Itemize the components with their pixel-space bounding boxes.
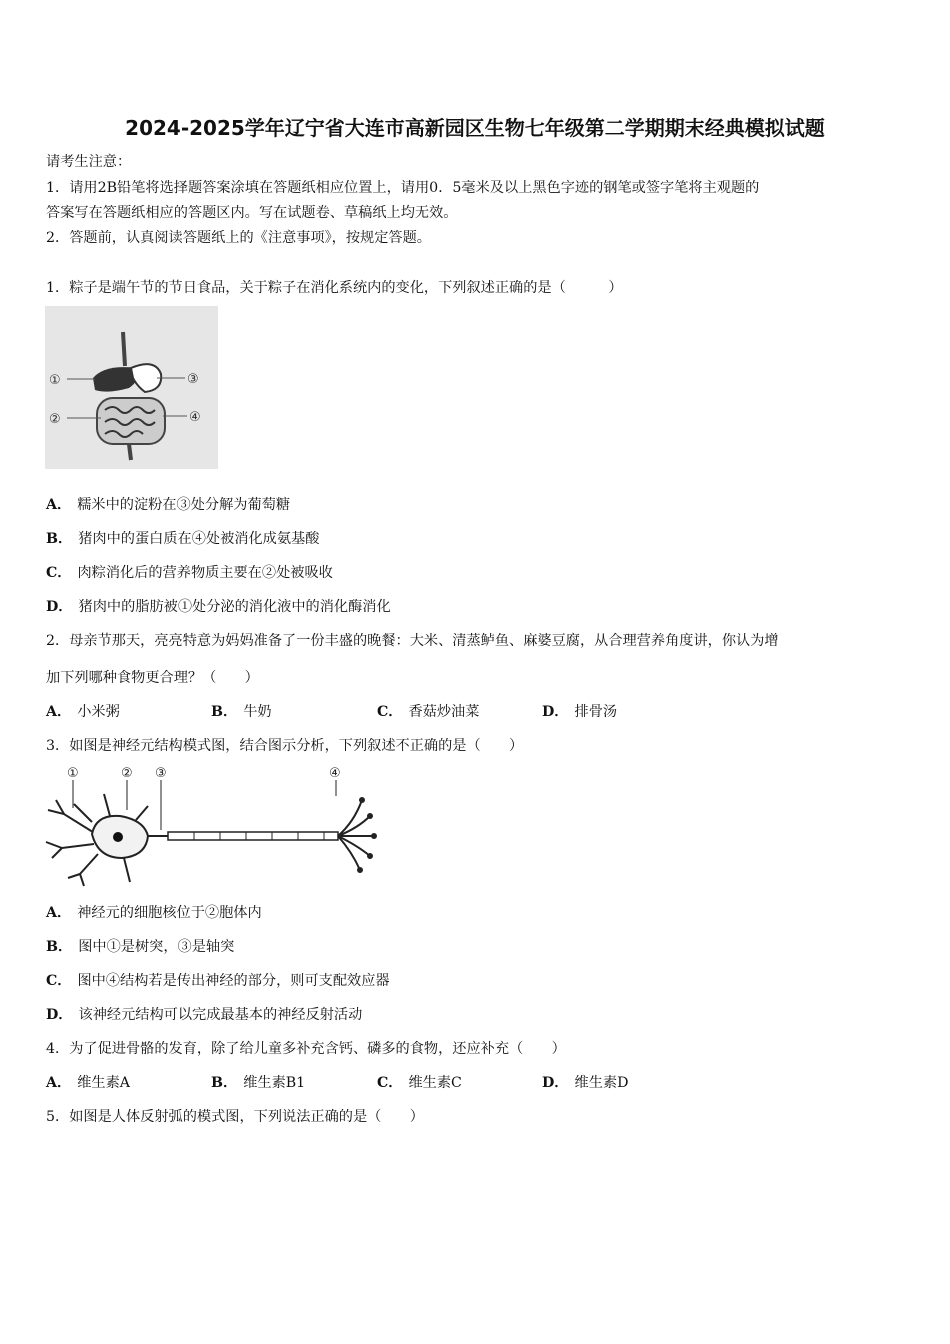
neuron-label-1: ① (67, 766, 79, 781)
esophagus (123, 332, 125, 366)
question-2-option-d[interactable]: D． 排骨汤 (542, 704, 618, 720)
question-2-stem-line-2: 加下列哪种食物更合理？（ ） (46, 670, 259, 686)
question-1-option-c[interactable]: C． 肉粽消化后的营养物质主要在②处被吸收 (46, 565, 333, 581)
notice-item-1-line-2: 答案写在答题纸相应的答题区内。写在试题卷、草稿纸上均无效。 (46, 205, 458, 221)
notice-heading: 请考生注意： (46, 154, 132, 170)
notice-item-1-line-1: 1．请用2B铅笔将选择题答案涂填在答题纸相应位置上，请用0．5毫米及以上黑色字迹的钢笔或签字笔将主观题的 (46, 180, 760, 196)
question-5-stem: 5．如图是人体反射弧的模式图，下列说法正确的是（ ） (46, 1109, 424, 1125)
digestive-label-4: ④ (189, 410, 201, 425)
digestive-system-figure (45, 306, 218, 469)
question-4-option-d[interactable]: D． 维生素D (542, 1075, 629, 1091)
question-1-option-d[interactable]: D． 猪肉中的脂肪被①处分泌的消化液中的消化酶消化 (46, 599, 391, 615)
question-1-stem: 1．粽子是端午节的节日食品，关于粽子在消化系统内的变化，下列叙述正确的是（ ） (46, 280, 623, 296)
question-1-option-a[interactable]: A． 糯米中的淀粉在③处分解为葡萄糖 (46, 497, 291, 513)
neuron-label-3: ③ (155, 766, 167, 781)
question-2-option-a[interactable]: A． 小米粥 (46, 704, 120, 720)
question-3-stem: 3．如图是神经元结构模式图，结合图示分析，下列叙述不正确的是（ ） (46, 738, 524, 754)
question-3-option-c[interactable]: C． 图中④结构若是传出神经的部分，则可支配效应器 (46, 973, 390, 989)
question-1-option-b[interactable]: B． 猪肉中的蛋白质在④处被消化成氨基酸 (46, 531, 320, 547)
axon-terminals (338, 800, 374, 870)
question-2-option-c[interactable]: C． 香菇炒油菜 (377, 704, 480, 720)
question-3-option-a[interactable]: A． 神经元的细胞核位于②胞体内 (46, 905, 262, 921)
question-2-option-b[interactable]: B． 牛奶 (211, 704, 272, 720)
question-2-stem-line-1: 2．母亲节那天，亮亮特意为妈妈准备了一份丰盛的晚餐：大米、清蒸鲈鱼、麻婆豆腐，从合理营养角度讲，你认为增 (46, 633, 779, 649)
neuron-diagram (44, 762, 384, 892)
question-3-option-b[interactable]: B． 图中①是树突，③是轴突 (46, 939, 235, 955)
question-4-stem: 4．为了促进骨骼的发育，除了给儿童多补充含钙、磷多的食物，还应补充（ ） (46, 1041, 566, 1057)
digestive-label-2: ② (49, 412, 61, 427)
digestive-label-3: ③ (187, 372, 199, 387)
rectum (129, 444, 131, 460)
digestive-system-diagram (45, 306, 218, 469)
question-3-option-d[interactable]: D． 该神经元结构可以完成最基本的神经反射活动 (46, 1007, 363, 1023)
neuron-label-4: ④ (329, 766, 341, 781)
question-4-option-c[interactable]: C． 维生素C (377, 1075, 462, 1091)
digestive-label-1: ① (49, 373, 61, 388)
question-4-option-b[interactable]: B． 维生素B1 (211, 1075, 306, 1091)
question-4-option-a[interactable]: A． 维生素A (46, 1075, 131, 1091)
page-title: 2024-2025学年辽宁省大连市高新园区生物七年级第二学期期末经典模拟试题 (125, 116, 825, 140)
notice-item-2: 2．答题前，认真阅读答题纸上的《注意事项》，按规定答题。 (46, 230, 431, 246)
nucleus (113, 832, 123, 842)
neuron-label-2: ② (121, 766, 133, 781)
neuron-figure (44, 762, 384, 892)
